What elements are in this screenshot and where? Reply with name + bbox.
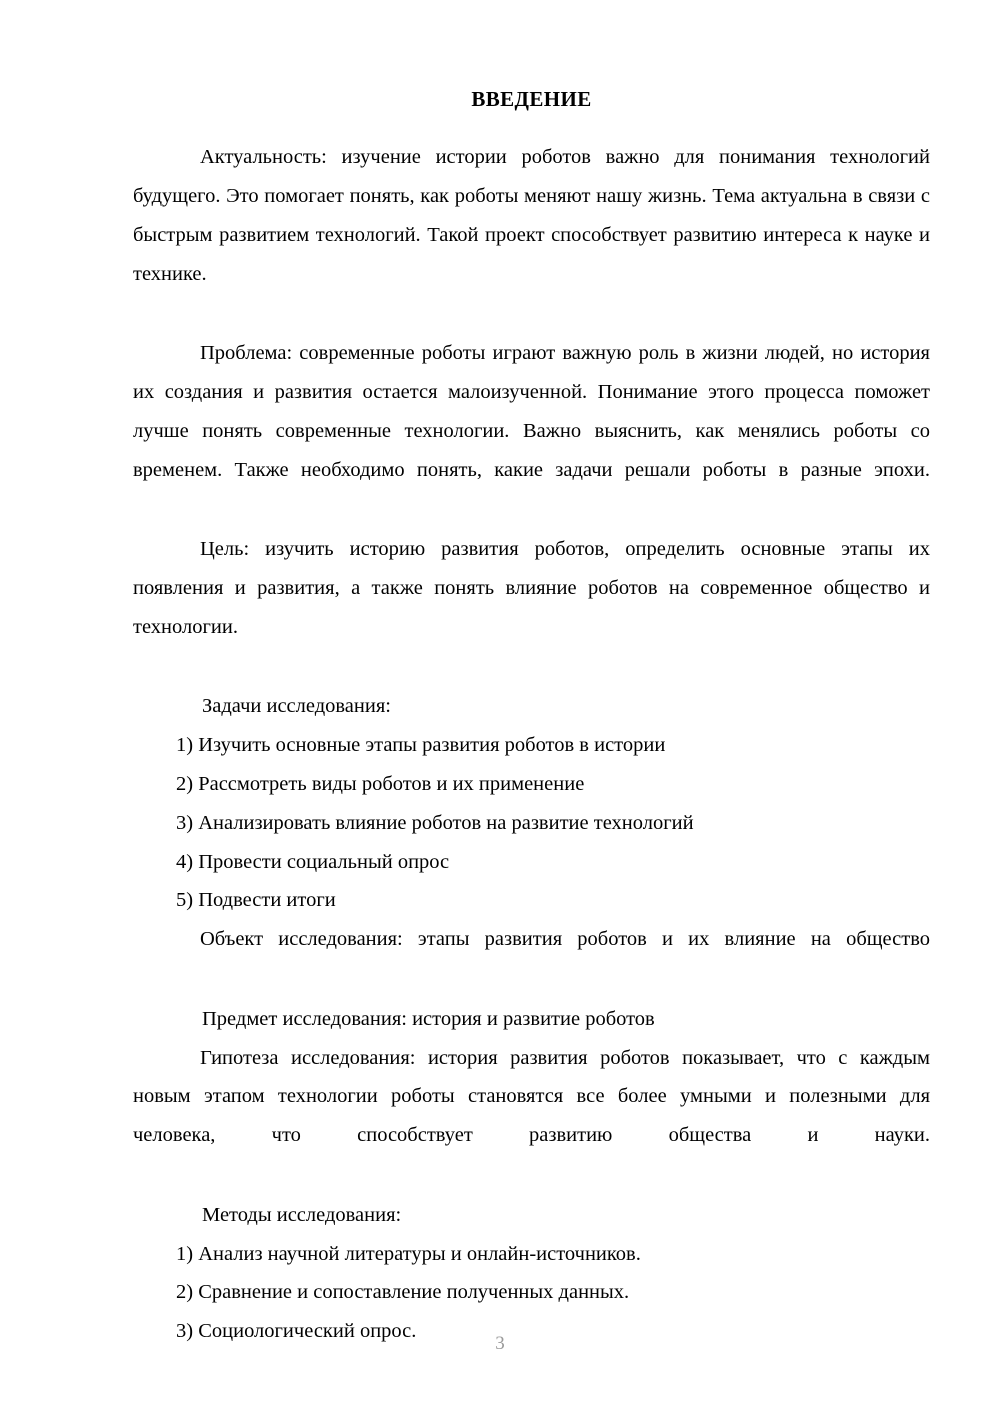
list-item: 1) Анализ научной литературы и онлайн-источников. bbox=[176, 1242, 641, 1265]
list-item: 2) Сравнение и сопоставление полученных данных. bbox=[176, 1281, 630, 1304]
document-content bbox=[133, 86, 930, 1351]
methods-heading: Методы исследования: bbox=[202, 1203, 402, 1226]
tasks-heading: Задачи исследования: bbox=[202, 695, 391, 718]
paragraph-goal: Цель: изучить историю развития роботов, определить основные этапы их появления и развития, а также понять влияние роботов на современное общество и технологии. bbox=[133, 538, 930, 638]
paragraph-object: Объект исследования: этапы развития роботов и их влияние на общество bbox=[200, 928, 930, 951]
page-title: ВВЕДЕНИЕ bbox=[471, 87, 592, 111]
list-item: 5) Подвести итоги bbox=[176, 889, 336, 912]
paragraph-relevance: Актуальность: изучение истории роботов важно для понимания технологий будущего. Это помогает понять, как роботы меняют нашу жизнь. Тема актуальна в связи с быстрым развитием технологий. Такой проект способствует развитию интереса к науке и технике. bbox=[133, 146, 930, 285]
list-item: 1) Изучить основные этапы развития роботов в истории bbox=[176, 734, 666, 757]
paragraph-problem: Проблема: современные роботы играют важную роль в жизни людей, но история их создания и развития остается малоизученной. Понимание этого процесса поможет лучше понять современные технологии. Важно выяснить, как менялись роботы со временем. Также необходимо понять, какие задачи решали роботы в разные эпохи. bbox=[133, 342, 930, 481]
page-number: 3 bbox=[495, 1333, 505, 1354]
list-item: 2) Рассмотреть виды роботов и их применение bbox=[176, 773, 585, 795]
list-item: 3) Социологический опрос. bbox=[176, 1320, 417, 1343]
list-item: 4) Провести социальный опрос bbox=[176, 850, 450, 873]
paragraph-subject: Предмет исследования: история и развитие роботов bbox=[202, 1007, 655, 1030]
list-item: 3) Анализировать влияние роботов на развитие технологий bbox=[176, 811, 694, 834]
paragraph-hypothesis: Гипотеза исследования: история развития роботов показывает, что с каждым новым этапом технологии роботы становятся все более умными и полезными для человека, что способствует развитию общества и науки. bbox=[133, 1046, 930, 1147]
tasks-list bbox=[133, 726, 930, 920]
